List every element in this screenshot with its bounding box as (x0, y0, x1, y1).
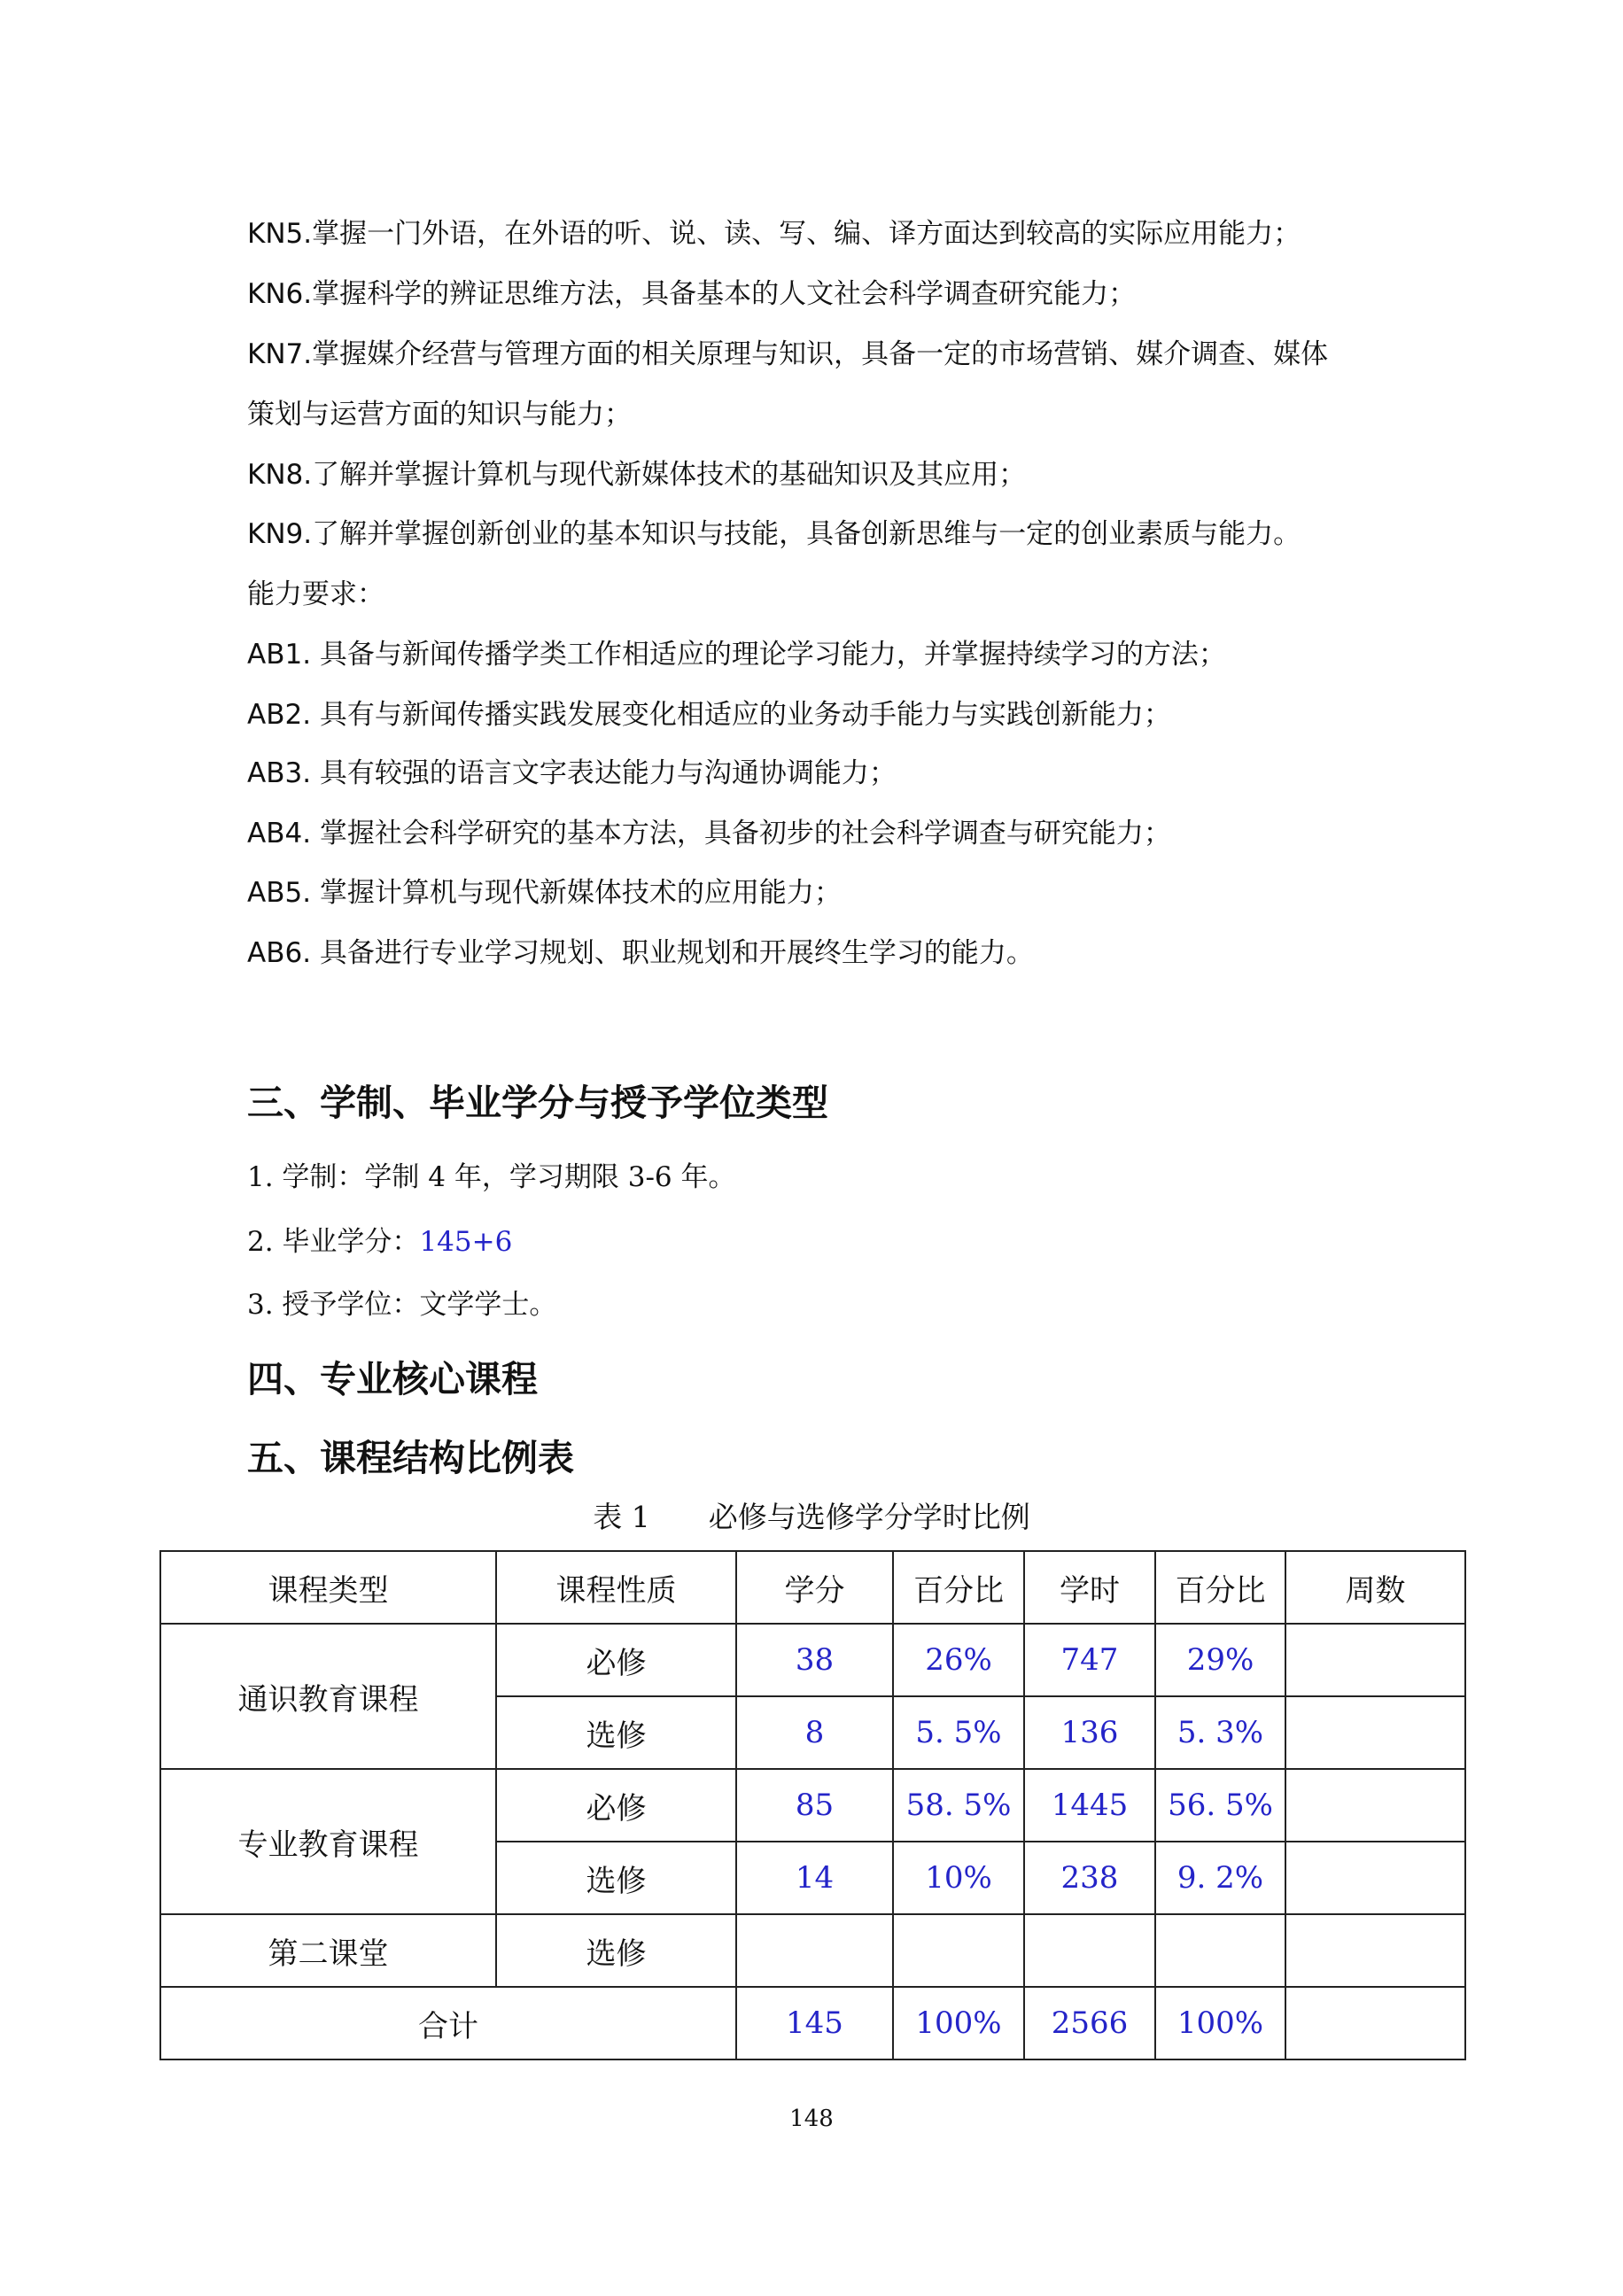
section5-heading: 五、课程结构比例表 (247, 1437, 574, 1479)
degree-awarded-text: 3. 授予学位：文学学士。 (247, 1289, 557, 1321)
page-number: 148 (789, 2106, 834, 2132)
ability-requirements-title: 能力要求： (247, 578, 384, 610)
credit-percent-cell: 10% (893, 1842, 1024, 1914)
header-credits: 学分 (736, 1551, 893, 1624)
ab3-text: AB3. 具有较强的语言文字表达能力与沟通协调能力； (247, 757, 897, 789)
course-type-cell: 通识教育课程 (160, 1624, 496, 1769)
kn5-text: KN5.掌握一门外语，在外语的听、说、读、写、编、译方面达到较高的实际应用能力； (247, 218, 1301, 250)
course-nature-cell: 必修 (496, 1769, 736, 1842)
graduation-credits-text (247, 1224, 512, 1260)
kn7-text-continued: 策划与运营方面的知识与能力； (247, 399, 632, 430)
course-nature-cell: 选修 (496, 1842, 736, 1914)
hours-cell: 747 (1024, 1624, 1155, 1696)
graduation-credits-label: 2. 毕业学分： (247, 1226, 420, 1258)
section4-heading: 四、专业核心课程 (247, 1358, 538, 1400)
weeks-cell (1285, 1769, 1465, 1842)
table-total-row (160, 1987, 1465, 2059)
header-credit-percent: 百分比 (893, 1551, 1024, 1624)
hour-percent-cell: 56. 5% (1155, 1769, 1285, 1842)
course-nature-cell: 选修 (496, 1914, 736, 1987)
total-label-cell: 合计 (160, 1987, 736, 2059)
weeks-cell (1285, 1696, 1465, 1769)
credits-cell (736, 1914, 893, 1987)
table-header-row (160, 1551, 1465, 1624)
header-weeks: 周数 (1285, 1551, 1465, 1624)
hours-cell: 136 (1024, 1696, 1155, 1769)
total-credit-percent-cell: 100% (893, 1987, 1024, 2059)
kn8-text: KN8.了解并掌握计算机与现代新媒体技术的基础知识及其应用； (247, 459, 1027, 491)
header-course-nature: 课程性质 (496, 1551, 736, 1624)
ab4-text: AB4. 掌握社会科学研究的基本方法，具备初步的社会科学调查与研究能力； (247, 818, 1171, 849)
total-credits-cell: 145 (736, 1987, 893, 2059)
credit-percent-cell: 26% (893, 1624, 1024, 1696)
credits-cell: 14 (736, 1842, 893, 1914)
credits-cell: 38 (736, 1624, 893, 1696)
section3-heading: 三、学制、毕业学分与授予学位类型 (247, 1082, 828, 1124)
table-row (160, 1769, 1465, 1842)
course-structure-table (159, 1550, 1466, 2060)
header-hours: 学时 (1024, 1551, 1155, 1624)
weeks-cell (1285, 1842, 1465, 1914)
total-hour-percent-cell: 100% (1155, 1987, 1285, 2059)
credit-percent-cell: 5. 5% (893, 1696, 1024, 1769)
header-hour-percent: 百分比 (1155, 1551, 1285, 1624)
graduation-credits-value: 145+6 (419, 1226, 513, 1258)
ab2-text: AB2. 具有与新闻传播实践发展变化相适应的业务动手能力与实践创新能力； (247, 699, 1171, 731)
course-nature-cell: 必修 (496, 1624, 736, 1696)
kn9-text: KN9.了解并掌握创新创业的基本知识与技能，具备创新思维与一定的创业素质与能力。 (247, 518, 1301, 550)
weeks-cell (1285, 1624, 1465, 1696)
total-hours-cell: 2566 (1024, 1987, 1155, 2059)
kn6-text: KN6.掌握科学的辨证思维方法，具备基本的人文社会科学调查研究能力； (247, 278, 1137, 310)
hour-percent-cell: 29% (1155, 1624, 1285, 1696)
course-type-cell: 第二课堂 (160, 1914, 496, 1987)
table-row (160, 1914, 1465, 1987)
schooling-years-text: 1. 学制：学制 4 年，学习期限 3-6 年。 (247, 1161, 736, 1193)
course-nature-cell: 选修 (496, 1696, 736, 1769)
hours-cell: 1445 (1024, 1769, 1155, 1842)
credit-percent-cell (893, 1914, 1024, 1987)
table-caption: 表 1 必修与选修学分学时比例 (593, 1500, 1030, 1534)
table-row (160, 1624, 1465, 1696)
hours-cell (1024, 1914, 1155, 1987)
hour-percent-cell (1155, 1914, 1285, 1987)
hours-cell: 238 (1024, 1842, 1155, 1914)
ab5-text: AB5. 掌握计算机与现代新媒体技术的应用能力； (247, 877, 842, 909)
weeks-cell (1285, 1914, 1465, 1987)
ab1-text: AB1. 具备与新闻传播学类工作相适应的理论学习能力，并掌握持续学习的方法； (247, 639, 1226, 671)
total-weeks-cell (1285, 1987, 1465, 2059)
hour-percent-cell: 5. 3% (1155, 1696, 1285, 1769)
credits-cell: 85 (736, 1769, 893, 1842)
course-type-cell: 专业教育课程 (160, 1769, 496, 1914)
credits-cell: 8 (736, 1696, 893, 1769)
ab6-text: AB6. 具备进行专业学习规划、职业规划和开展终生学习的能力。 (247, 937, 1034, 969)
credit-percent-cell: 58. 5% (893, 1769, 1024, 1842)
hour-percent-cell: 9. 2% (1155, 1842, 1285, 1914)
kn7-text: KN7.掌握媒介经营与管理方面的相关原理与知识，具备一定的市场营销、媒介调查、媒体 (247, 338, 1329, 370)
header-course-type: 课程类型 (160, 1551, 496, 1624)
